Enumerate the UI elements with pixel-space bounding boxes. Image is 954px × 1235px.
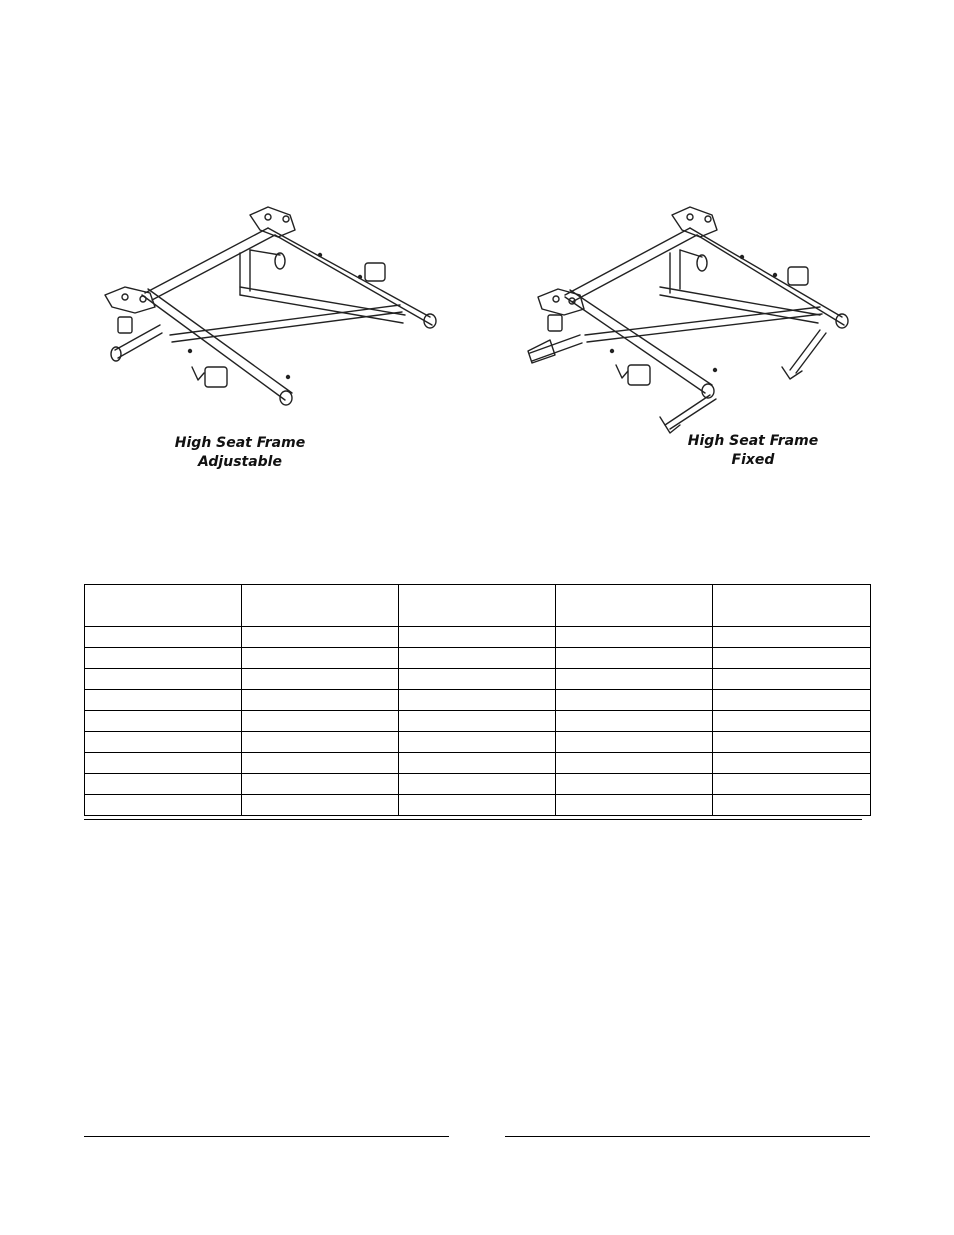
footer-rule-left bbox=[84, 1136, 449, 1137]
table-cell bbox=[85, 795, 242, 816]
table-cell bbox=[713, 627, 871, 648]
table-cell bbox=[85, 732, 242, 753]
figure-high-seat-frame-adjustable bbox=[100, 195, 450, 425]
table-cell bbox=[556, 690, 713, 711]
table-underline bbox=[84, 819, 862, 820]
table-cell bbox=[242, 732, 399, 753]
table-row bbox=[85, 774, 871, 795]
table-cell bbox=[556, 774, 713, 795]
table-cell bbox=[713, 795, 871, 816]
table-header-cell bbox=[242, 585, 399, 627]
table-cell bbox=[399, 774, 556, 795]
table-cell bbox=[85, 627, 242, 648]
table-cell bbox=[713, 732, 871, 753]
table-header-cell bbox=[713, 585, 871, 627]
table-cell bbox=[85, 774, 242, 795]
table-cell bbox=[713, 774, 871, 795]
table-row bbox=[85, 732, 871, 753]
table-cell bbox=[85, 753, 242, 774]
table-cell bbox=[399, 711, 556, 732]
table-row bbox=[85, 711, 871, 732]
table-header-cell bbox=[556, 585, 713, 627]
footer-rule-right bbox=[505, 1136, 870, 1137]
table-cell bbox=[713, 711, 871, 732]
parts-table bbox=[84, 584, 871, 816]
table-cell bbox=[713, 690, 871, 711]
table-cell bbox=[242, 711, 399, 732]
table-header-cell bbox=[85, 585, 242, 627]
table-cell bbox=[556, 648, 713, 669]
table-cell bbox=[85, 648, 242, 669]
caption-line-2: Adjustable bbox=[198, 454, 282, 470]
table-cell bbox=[556, 627, 713, 648]
table-row bbox=[85, 669, 871, 690]
table-cell bbox=[399, 795, 556, 816]
table-cell bbox=[399, 627, 556, 648]
caption-line-1: High Seat Frame bbox=[687, 433, 819, 449]
table-cell bbox=[713, 669, 871, 690]
table-row bbox=[85, 795, 871, 816]
table-cell bbox=[556, 669, 713, 690]
table-cell bbox=[556, 711, 713, 732]
table-row bbox=[85, 627, 871, 648]
table-row bbox=[85, 690, 871, 711]
table-cell bbox=[556, 795, 713, 816]
figure-high-seat-frame-fixed bbox=[520, 195, 880, 445]
table-cell bbox=[713, 753, 871, 774]
table-cell bbox=[713, 648, 871, 669]
table-cell bbox=[242, 627, 399, 648]
table-cell bbox=[242, 795, 399, 816]
table-cell bbox=[242, 648, 399, 669]
caption-line-2: Fixed bbox=[731, 452, 775, 468]
caption-line-1: High Seat Frame bbox=[174, 435, 306, 451]
table-cell bbox=[242, 690, 399, 711]
table-cell bbox=[399, 732, 556, 753]
table-cell bbox=[399, 669, 556, 690]
table-cell bbox=[242, 753, 399, 774]
table-cell bbox=[399, 648, 556, 669]
caption-adjustable bbox=[150, 434, 330, 472]
table-cell bbox=[399, 753, 556, 774]
table-row bbox=[85, 648, 871, 669]
table-header-cell bbox=[399, 585, 556, 627]
table-cell bbox=[242, 669, 399, 690]
table-row bbox=[85, 753, 871, 774]
caption-fixed bbox=[663, 432, 843, 470]
table-cell bbox=[85, 669, 242, 690]
table-cell bbox=[85, 711, 242, 732]
table-cell bbox=[556, 732, 713, 753]
table-cell bbox=[399, 690, 556, 711]
table-header-row bbox=[85, 585, 871, 627]
table-cell bbox=[242, 774, 399, 795]
table-cell bbox=[556, 753, 713, 774]
table-cell bbox=[85, 690, 242, 711]
